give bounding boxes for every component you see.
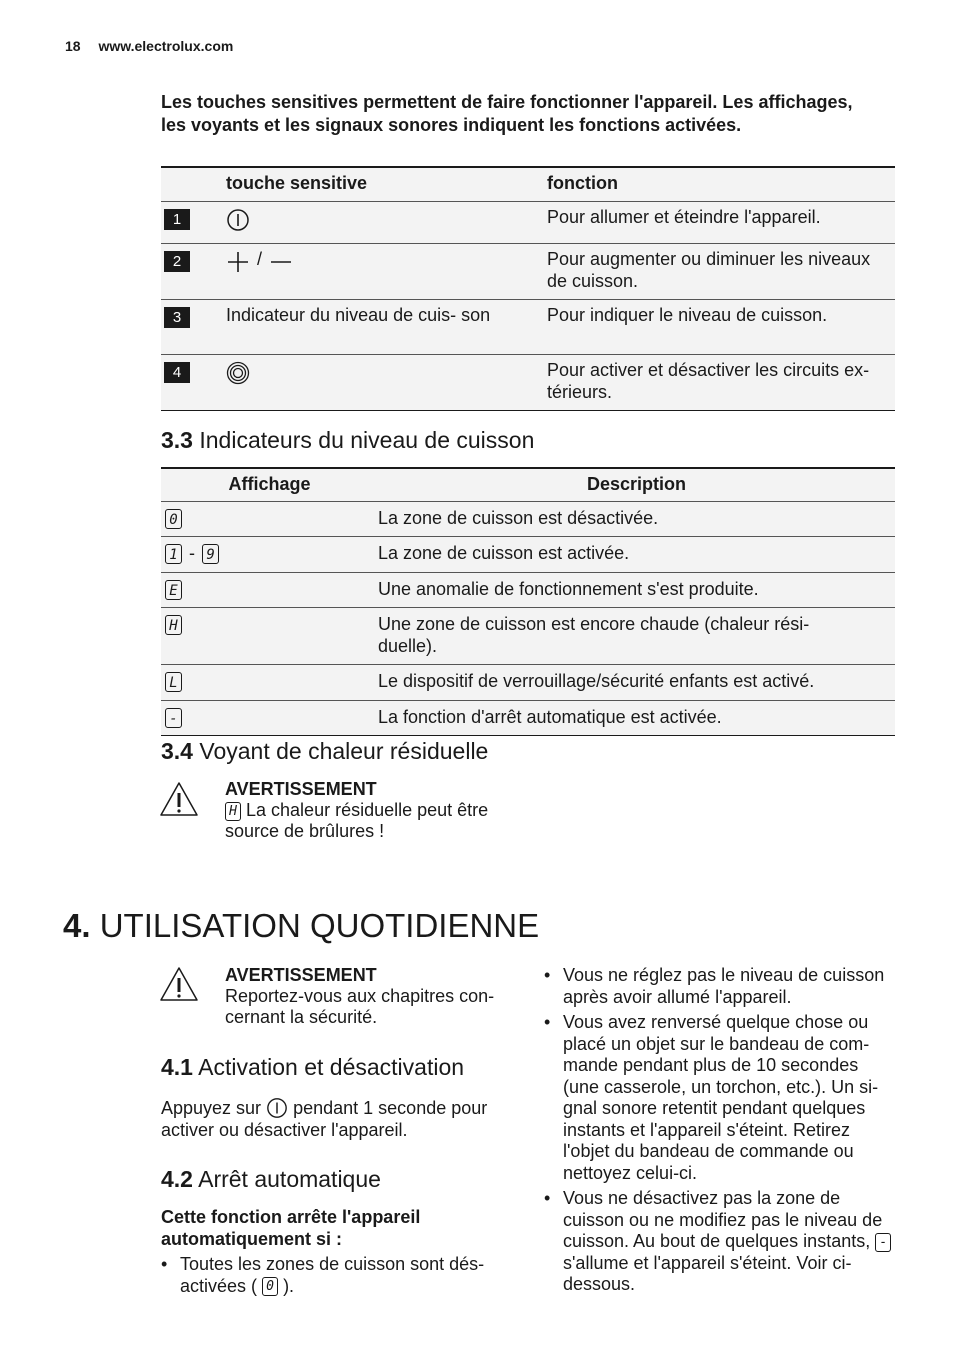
left-bullet-list bbox=[161, 1254, 516, 1301]
power-icon bbox=[226, 208, 250, 232]
description-text: Une zone de cuisson est encore chaude (chaleur rési- duelle). bbox=[378, 614, 810, 656]
section-number: 3.4 bbox=[161, 738, 193, 764]
list-item: • Vous avez renversé quelque chose ou placé un objet sur le bandeau de com- mande pendant plus de 10 secondes (une casserole, un torchon, etc.). Un si- gnal sonore retentit pendant quelques instants et l'appareil s'éteint. Retirez l'objet du bandeau de commande ou nettoyez celui-ci. bbox=[544, 1012, 899, 1184]
table-row bbox=[161, 572, 895, 608]
section-number: 4.1 bbox=[161, 1054, 193, 1080]
list-item: • Vous ne réglez pas le niveau de cuisson après avoir allumé l'appareil. bbox=[544, 965, 899, 1008]
chapter-heading bbox=[63, 907, 539, 945]
description-text: La fonction d'arrêt automatique est activée. bbox=[378, 706, 722, 727]
function-text: Pour activer et désactiver les circuits ex- térieurs. bbox=[547, 360, 870, 402]
display-symbol: E bbox=[165, 580, 182, 600]
warning-text: La chaleur résiduelle peut être source de brûlures ! bbox=[225, 800, 489, 841]
table-row bbox=[161, 300, 895, 355]
table-row bbox=[161, 501, 895, 537]
intro-text: Les touches sensitives permettent de faire fonctionner l'appareil. Les affichages, les voyants et les signaux sonores indiquent les fonctions activées. bbox=[161, 92, 853, 135]
page-header bbox=[65, 38, 233, 54]
description-text: Une anomalie de fonctionnement s'est produite. bbox=[378, 578, 759, 599]
table-header bbox=[161, 167, 895, 201]
warning-title: AVERTISSEMENT bbox=[225, 779, 377, 799]
chapter-number: 4. bbox=[63, 907, 91, 944]
warning-icon bbox=[159, 781, 199, 817]
section-heading-4-2 bbox=[161, 1166, 381, 1193]
display-symbol: - bbox=[165, 708, 182, 728]
function-text: Pour augmenter ou diminuer les niveaux de cuisson. bbox=[547, 249, 871, 291]
row-number: 4 bbox=[164, 362, 190, 383]
activation-paragraph bbox=[161, 1098, 516, 1141]
warning-block-4 bbox=[225, 965, 515, 1028]
section-title: Indicateurs du niveau de cuisson bbox=[199, 427, 535, 453]
touch-text: Indicateur du niveau de cuis- son bbox=[226, 305, 491, 325]
outer-circuit-icon bbox=[226, 361, 250, 385]
display-symbol: L bbox=[165, 672, 182, 692]
table-row bbox=[161, 700, 895, 736]
display-symbol: 0 bbox=[165, 509, 182, 529]
section-number: 3.3 bbox=[161, 427, 193, 453]
touch-controls-table bbox=[161, 166, 895, 411]
section-heading-3-4 bbox=[161, 738, 488, 765]
para-text: Appuyez sur bbox=[161, 1098, 262, 1118]
col-description: Description bbox=[586, 474, 687, 494]
description-text: Le dispositif de verrouillage/sécurité enfants est activé. bbox=[378, 671, 815, 691]
warning-text: Reportez-vous aux chapitres con- cernant la sécurité. bbox=[225, 986, 495, 1027]
auto-off-lead: Cette fonction arrête l'appareil automatiquement si : bbox=[161, 1207, 421, 1249]
plus-icon bbox=[226, 250, 250, 274]
list-item bbox=[544, 1188, 899, 1296]
function-text: Pour allumer et éteindre l'appareil. bbox=[547, 206, 821, 227]
table-row bbox=[161, 355, 895, 411]
residual-heat-symbol: H bbox=[225, 802, 241, 821]
table-row bbox=[161, 665, 895, 701]
warning-title: AVERTISSEMENT bbox=[225, 965, 377, 985]
table-row bbox=[161, 537, 895, 573]
display-symbol: H bbox=[165, 615, 182, 635]
slash-separator: / bbox=[257, 249, 263, 269]
function-text: Pour indiquer le niveau de cuisson. bbox=[547, 305, 828, 325]
cooking-level-table bbox=[161, 467, 895, 736]
table-row bbox=[161, 608, 895, 665]
table-row bbox=[161, 244, 895, 300]
para-text: pendant 1 seconde pour activer ou désactiver l'appareil. bbox=[161, 1098, 488, 1140]
section-number: 4.2 bbox=[161, 1166, 193, 1192]
col-touch: touche sensitive bbox=[226, 173, 368, 193]
warning-text-block bbox=[225, 800, 525, 842]
page-number: 18 bbox=[65, 38, 81, 54]
description-text: La zone de cuisson est activée. bbox=[378, 543, 630, 563]
row-number: 2 bbox=[164, 251, 190, 272]
range-separator: - bbox=[189, 543, 196, 563]
chapter-title: UTILISATION QUOTIDIENNE bbox=[99, 907, 540, 944]
section-heading-4-1 bbox=[161, 1054, 464, 1081]
description-text: La zone de cuisson est désactivée. bbox=[378, 507, 659, 528]
table-row bbox=[161, 201, 895, 244]
bullet-text: Toutes les zones de cuisson sont dés- activées ( bbox=[180, 1254, 485, 1296]
warning-icon bbox=[159, 966, 199, 1002]
display-symbol-2: 9 bbox=[202, 544, 219, 564]
bullet-text: Vous ne désactivez pas la zone de cuisson ou ne modifiez pas le niveau de cuisson. Au bout de quelques instants, bbox=[563, 1188, 883, 1251]
section-title: Arrêt automatique bbox=[198, 1166, 381, 1192]
power-icon bbox=[266, 1097, 288, 1119]
col-display: Affichage bbox=[228, 474, 311, 494]
minus-icon bbox=[269, 250, 293, 274]
list-item bbox=[161, 1254, 516, 1297]
display-symbol: 1 bbox=[165, 544, 182, 564]
table-header bbox=[161, 468, 895, 501]
section-title: Voyant de chaleur résiduelle bbox=[199, 738, 489, 764]
section-heading-3-3 bbox=[161, 427, 534, 454]
row-number: 3 bbox=[164, 307, 190, 328]
bullet-text: ). bbox=[283, 1275, 295, 1296]
warning-block-3-4 bbox=[225, 779, 525, 842]
bullet-text: s'allume et l'appareil s'éteint. Voir ci- dessous. bbox=[563, 1252, 852, 1294]
display-symbol: - bbox=[875, 1233, 891, 1252]
right-bullet-list bbox=[544, 965, 899, 1300]
display-symbol: 0 bbox=[262, 1277, 278, 1296]
section-title: Activation et désactivation bbox=[198, 1054, 465, 1080]
row-number: 1 bbox=[164, 209, 190, 230]
col-function: fonction bbox=[547, 173, 618, 193]
website: www.electrolux.com bbox=[98, 38, 234, 54]
